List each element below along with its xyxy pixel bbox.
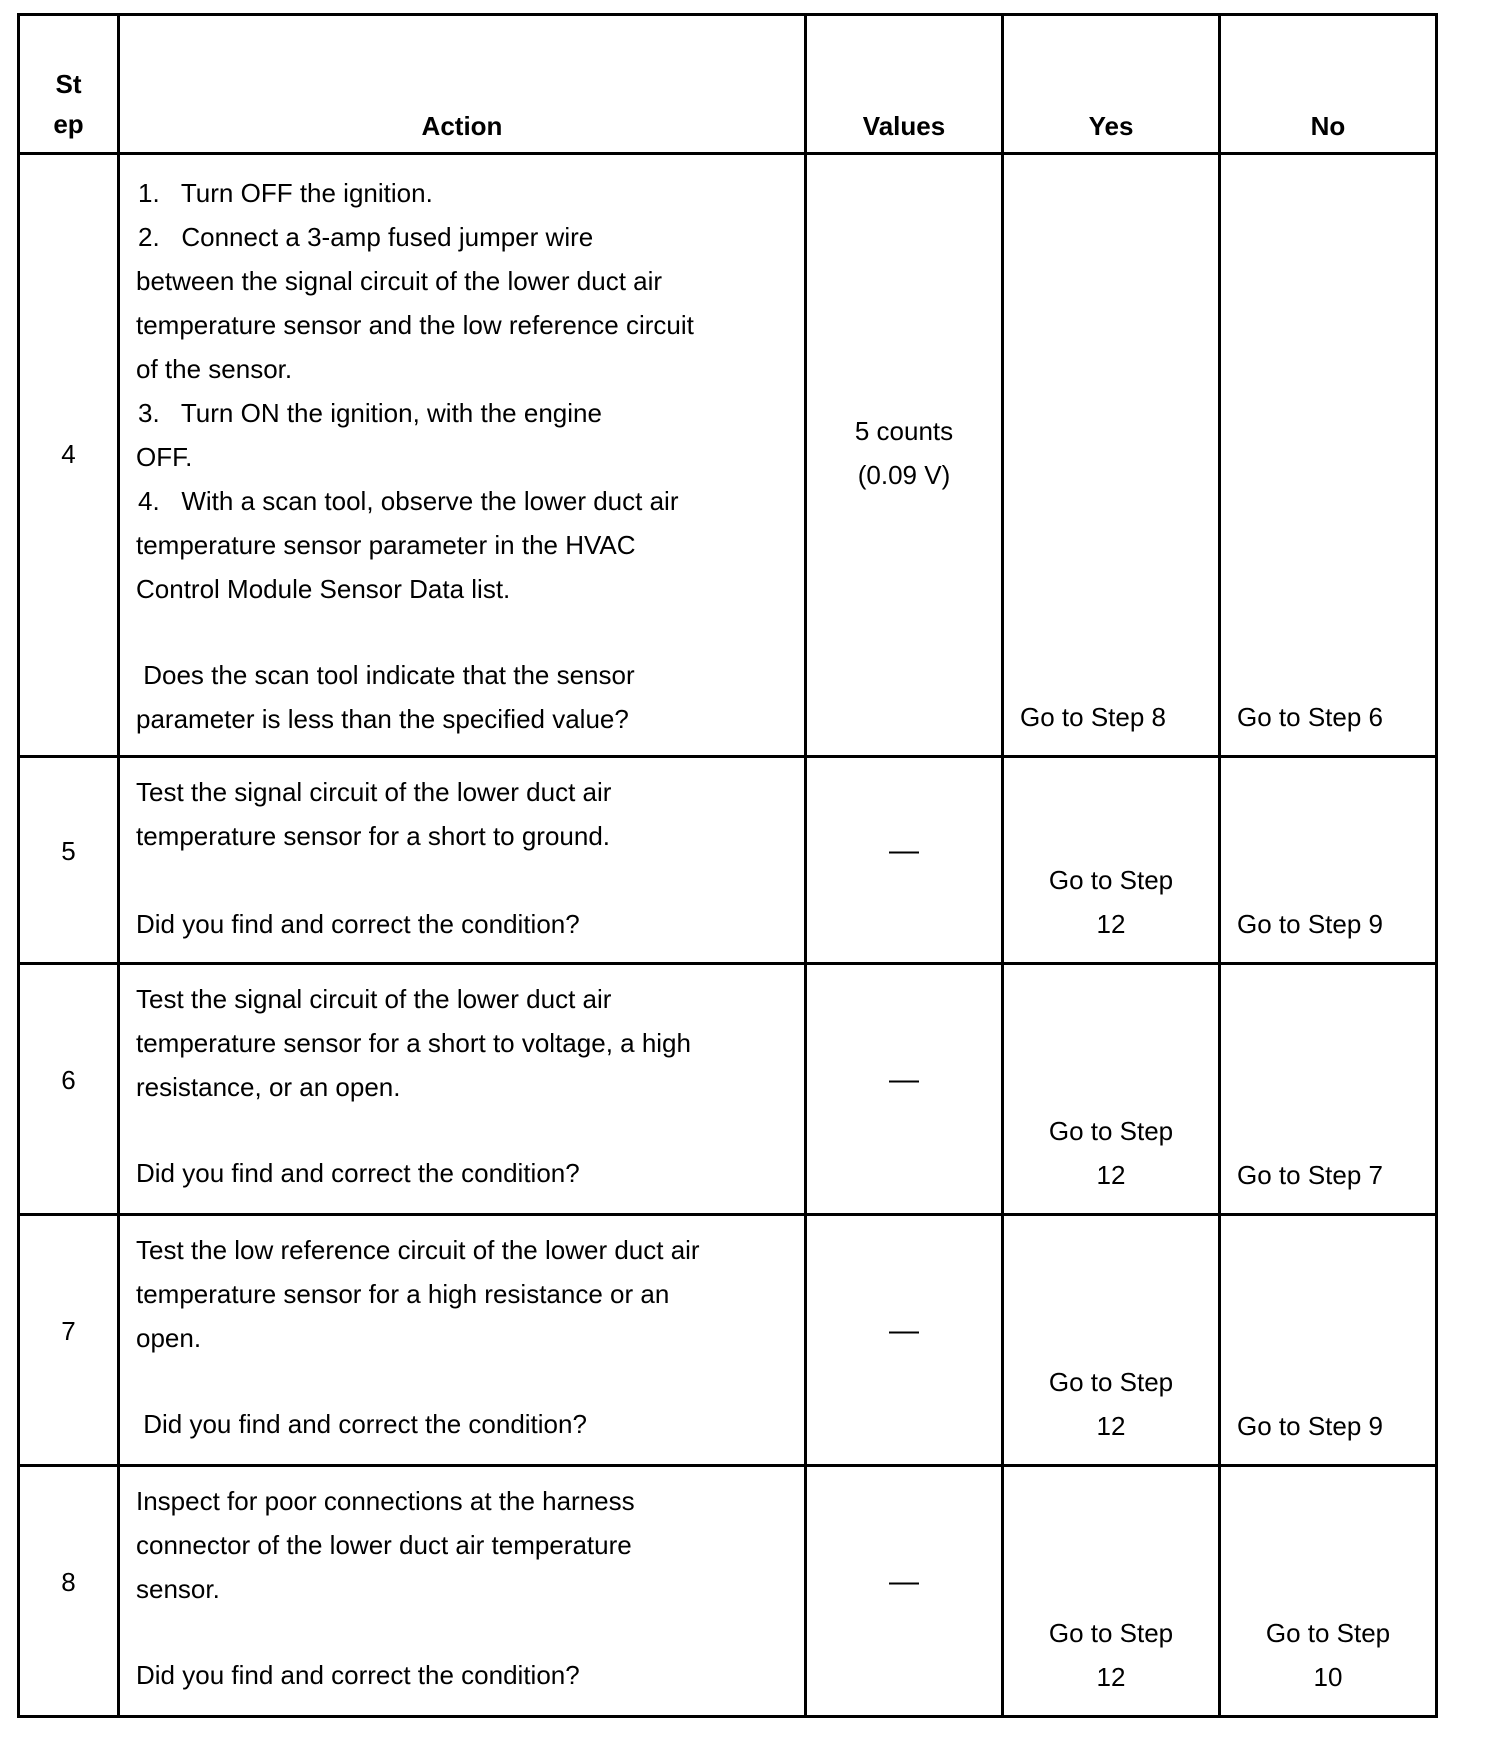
action-line: 3. Turn ON the ignition, with the engine — [138, 398, 602, 428]
table-row — [19, 154, 1437, 757]
header-action: Action — [119, 15, 806, 154]
values-cell — [806, 964, 1003, 1215]
action-cell — [119, 154, 806, 757]
question-line: Did you find and correct the condition? — [136, 1158, 580, 1188]
action-line: temperature sensor for a short to voltage, a high — [136, 1028, 691, 1058]
action-line: resistance, or an open. — [136, 1072, 401, 1102]
action-cell — [119, 757, 806, 964]
action-line: Test the low reference circuit of the lower duct air — [136, 1235, 700, 1265]
action-line: connector of the lower duct air temperature — [136, 1530, 632, 1560]
question-line: Did you find and correct the condition? — [136, 1660, 580, 1690]
action-cell — [119, 1466, 806, 1717]
action-line: Control Module Sensor Data list. — [136, 574, 511, 604]
no-text: Go to Step 6 — [1237, 702, 1383, 732]
values-cell — [806, 154, 1003, 757]
yes-text: Go to Step 8 — [1020, 702, 1166, 732]
value-dash: — — [889, 1565, 919, 1598]
table-row — [19, 964, 1437, 1215]
yes-cell — [1003, 154, 1220, 757]
action-cell — [119, 964, 806, 1215]
action-line: Test the signal circuit of the lower duct air — [136, 984, 612, 1014]
no-text: Go to Step 9 — [1237, 1411, 1383, 1441]
header-row — [19, 15, 1437, 154]
value-dash: — — [889, 834, 919, 867]
no-cell — [1220, 154, 1437, 757]
step-cell — [19, 154, 119, 757]
action-text — [136, 770, 611, 946]
step-number: 6 — [61, 1065, 76, 1095]
action-line: temperature sensor and the low reference circuit — [136, 310, 694, 340]
action-line: OFF. — [136, 442, 193, 472]
yes-cell — [1003, 1466, 1220, 1717]
action-line: temperature sensor parameter in the HVAC — [136, 530, 636, 560]
action-line: Test the signal circuit of the lower duct air — [136, 777, 612, 807]
question-line: parameter is less than the specified value? — [136, 704, 629, 734]
action-text — [136, 977, 691, 1195]
values-cell — [806, 1215, 1003, 1466]
action-line: sensor. — [136, 1574, 220, 1604]
values-cell — [806, 1466, 1003, 1717]
action-line: 1. Turn OFF the ignition. — [138, 178, 433, 208]
value-dash: — — [889, 1063, 919, 1096]
step-number: 7 — [61, 1316, 76, 1346]
header-step: St ep — [19, 15, 119, 154]
question-line: Does the scan tool indicate that the sensor — [136, 660, 635, 690]
action-line: temperature sensor for a short to ground. — [136, 821, 611, 851]
values-cell — [806, 757, 1003, 964]
yes-text: Go to Step 12 — [1048, 1618, 1174, 1692]
yes-cell — [1003, 1215, 1220, 1466]
header-values: Values — [806, 15, 1003, 154]
no-cell — [1220, 1466, 1437, 1717]
question-line: Did you find and correct the condition? — [136, 909, 580, 939]
action-line: Inspect for poor connections at the harness — [136, 1486, 635, 1516]
action-text — [136, 171, 694, 741]
no-cell — [1220, 1215, 1437, 1466]
action-text — [136, 1228, 700, 1446]
action-line: between the signal circuit of the lower duct air — [136, 266, 663, 296]
step-number: 5 — [61, 836, 76, 866]
yes-cell — [1003, 964, 1220, 1215]
yes-text: Go to Step 12 — [1048, 865, 1174, 939]
action-cell — [119, 1215, 806, 1466]
step-cell — [19, 757, 119, 964]
yes-cell — [1003, 757, 1220, 964]
action-line: of the sensor. — [136, 354, 293, 384]
no-text: Go to Step 7 — [1237, 1160, 1383, 1190]
header-yes: Yes — [1003, 15, 1220, 154]
step-cell — [19, 1466, 119, 1717]
step-cell — [19, 964, 119, 1215]
table-row — [19, 1215, 1437, 1466]
step-number: 4 — [61, 439, 76, 469]
yes-text: Go to Step 12 — [1048, 1367, 1174, 1441]
no-cell — [1220, 757, 1437, 964]
diagnostic-table — [17, 13, 1438, 1718]
action-line: 4. With a scan tool, observe the lower duct air — [138, 486, 679, 516]
no-text: Go to Step 9 — [1237, 909, 1383, 939]
no-text: Go to Step 10 — [1265, 1618, 1391, 1692]
action-line: 2. Connect a 3-amp fused jumper wire — [138, 222, 594, 252]
step-number: 8 — [61, 1567, 76, 1597]
yes-text: Go to Step 12 — [1048, 1116, 1174, 1190]
question-line: Did you find and correct the condition? — [136, 1409, 587, 1439]
step-cell — [19, 1215, 119, 1466]
action-line: temperature sensor for a high resistance or an — [136, 1279, 670, 1309]
no-cell — [1220, 964, 1437, 1215]
table-row — [19, 1466, 1437, 1717]
value-text: 5 counts (0.09 V) — [854, 416, 954, 490]
header-no: No — [1220, 15, 1437, 154]
value-dash: — — [889, 1314, 919, 1347]
action-text — [136, 1479, 635, 1697]
action-line: open. — [136, 1323, 202, 1353]
table-row — [19, 757, 1437, 964]
